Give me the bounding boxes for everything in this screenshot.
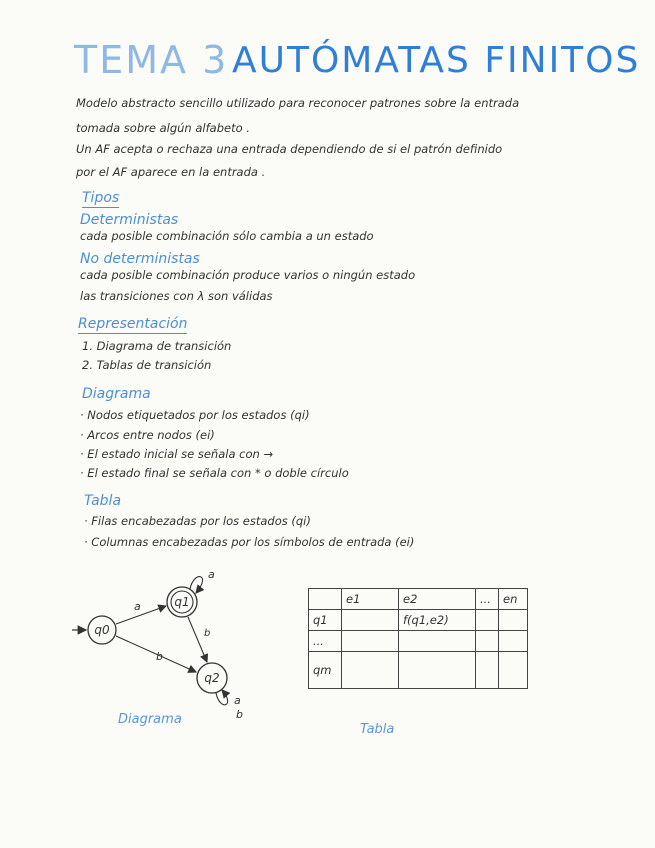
table-row <box>309 631 528 652</box>
table-header-cell: ... <box>476 589 499 610</box>
table-cell <box>399 631 476 652</box>
intro-line-2: tomada sobre algún alfabeto . <box>76 121 250 135</box>
diagrama-item-4: · El estado final se señala con * o doble círculo <box>80 466 349 480</box>
edge-q1-q2 <box>188 617 207 662</box>
loop-q2-label-b: b <box>236 708 243 721</box>
table-cell <box>499 610 528 631</box>
edge-q1-q2-label: b <box>204 628 211 639</box>
table-cell <box>342 610 399 631</box>
state-q1-label: q1 <box>174 595 190 609</box>
table-cell: ... <box>309 631 342 652</box>
deterministas-heading: Deterministas <box>80 212 179 228</box>
table-cell <box>499 631 528 652</box>
table-header-cell: e1 <box>342 589 399 610</box>
diagrama-item-3: · El estado inicial se señala con → <box>80 447 274 461</box>
topic-number: TEMA 3 <box>74 38 229 82</box>
table-header-row <box>309 589 528 610</box>
edge-q0-q1-label: a <box>134 600 141 613</box>
no-deterministas-heading: No deterministas <box>80 251 200 267</box>
state-q2-label: q2 <box>204 671 220 685</box>
table-cell <box>342 631 399 652</box>
representacion-item-1: 1. Diagrama de transición <box>82 339 232 353</box>
table-cell <box>476 610 499 631</box>
table-cell <box>499 652 528 689</box>
table-header-cell: e2 <box>399 589 476 610</box>
table-cell <box>342 652 399 689</box>
intro-line-3: Un AF acepta o rechaza una entrada dependiendo de si el patrón definido <box>76 142 503 156</box>
tabla-item-2: · Columnas encabezadas por los símbolos de entrada (ei) <box>84 535 415 549</box>
representacion-item-2: 2. Tablas de transición <box>82 358 212 372</box>
diagrama-heading: Diagrama <box>82 386 151 402</box>
table-header-cell: en <box>499 589 528 610</box>
diagrama-item-2: · Arcos entre nodos (ei) <box>80 428 215 442</box>
intro-line-4: por el AF aparece en la entrada . <box>76 165 266 179</box>
diagrama-item-1: · Nodos etiquetados por los estados (qi) <box>80 408 310 422</box>
table-row <box>309 652 528 689</box>
edge-q0-q2-label: b <box>156 650 163 663</box>
table-cell: qm <box>309 652 342 689</box>
table-row <box>309 610 528 631</box>
table-caption: Tabla <box>360 722 395 737</box>
table-cell <box>476 631 499 652</box>
tabla-heading: Tabla <box>84 493 122 509</box>
intro-line-1: Modelo abstracto sencillo utilizado para reconocer patrones sobre la entrada <box>76 96 520 110</box>
loop-q2-label-a: a <box>234 694 241 707</box>
table-cell <box>399 652 476 689</box>
table-header-cell <box>309 589 342 610</box>
no-deterministas-text-1: cada posible combinación produce varios o ningún estado <box>80 268 416 282</box>
loop-q1-label: a <box>208 568 215 581</box>
deterministas-text: cada posible combinación sólo cambia a un estado <box>80 229 374 243</box>
state-q0-label: q0 <box>94 623 110 637</box>
representacion-heading: Representación <box>78 316 188 332</box>
edge-q0-q1 <box>116 606 166 624</box>
table-cell <box>476 652 499 689</box>
page-title: AUTÓMATAS FINITOS <box>232 40 641 81</box>
no-deterministas-text-2: las transiciones con λ son válidas <box>80 289 273 303</box>
transition-table <box>308 588 528 689</box>
table-cell: f(q1,e2) <box>399 610 476 631</box>
tabla-item-1: · Filas encabezadas por los estados (qi) <box>84 514 311 528</box>
automaton-diagram <box>60 560 280 730</box>
tipos-heading: Tipos <box>82 190 120 206</box>
table-cell: q1 <box>309 610 342 631</box>
diagram-caption: Diagrama <box>118 712 182 727</box>
